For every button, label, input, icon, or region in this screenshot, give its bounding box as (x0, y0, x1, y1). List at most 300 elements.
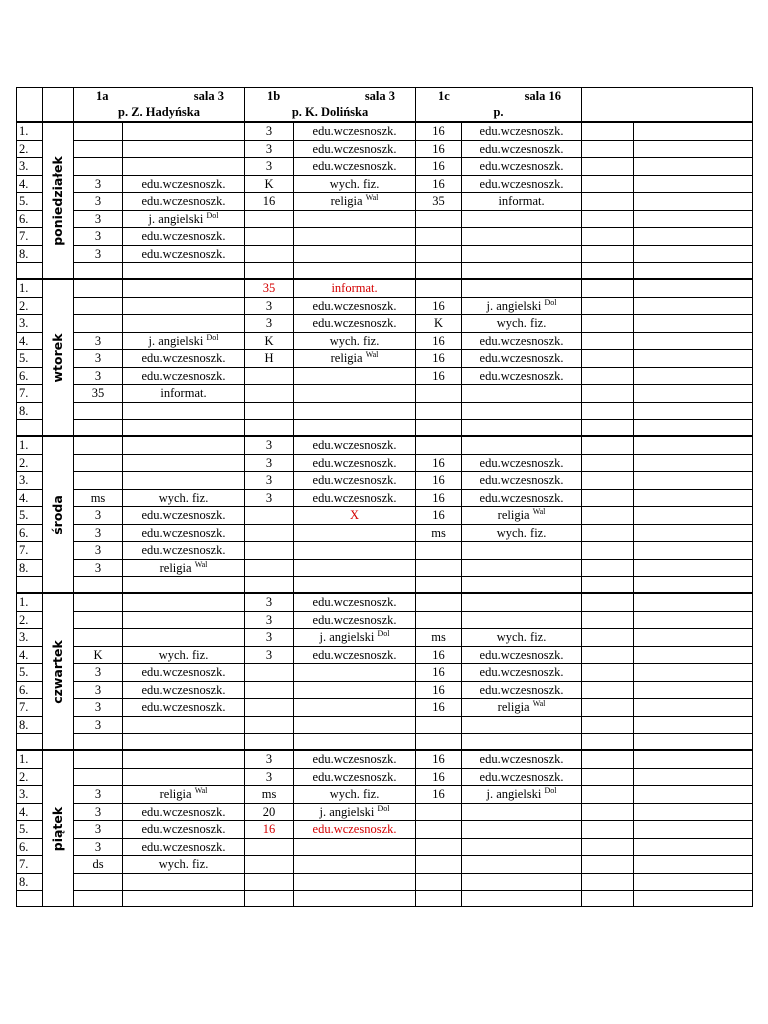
room-cell (245, 436, 294, 454)
subject-cell (462, 454, 582, 472)
room-number: 3 (265, 316, 273, 330)
room-cell (245, 454, 294, 472)
room-cell (245, 750, 294, 768)
room-number: 3 (265, 159, 273, 173)
empty-cell (634, 681, 753, 699)
lesson-number: 8. (17, 873, 43, 891)
lesson-row (17, 228, 753, 246)
subject-name: wych. fiz. (496, 316, 547, 330)
lesson-number: 8. (17, 716, 43, 734)
subject-name: edu.wczesnoszk. (141, 351, 226, 365)
room-cell (245, 821, 294, 839)
room-cell (74, 856, 123, 874)
class-name: 1c (438, 89, 450, 103)
room-cell (416, 193, 462, 211)
room-cell (245, 856, 294, 874)
room-cell (416, 611, 462, 629)
class-teacher: p. Z. Hadyńska (118, 105, 200, 119)
subject-name: edu.wczesnoszk. (479, 176, 564, 191)
room-cell (416, 629, 462, 647)
subject-cell (294, 593, 416, 611)
subject-cell (123, 768, 245, 786)
room-number: 3 (94, 194, 102, 208)
empty-cell (582, 263, 634, 280)
room-cell (416, 140, 462, 158)
empty-cell (245, 263, 294, 280)
empty-cell (634, 542, 753, 560)
room-cell (245, 768, 294, 786)
room-number: 3 (94, 525, 102, 540)
subject-name: religia (159, 560, 192, 575)
subject-cell (123, 803, 245, 821)
lesson-number: 3. (17, 315, 43, 333)
room-cell (416, 716, 462, 734)
teacher-tag: Wal (365, 193, 379, 202)
empty-cell (416, 891, 462, 907)
subject-name: j. angielski (319, 804, 375, 819)
subject-cell (123, 210, 245, 228)
subject-name: informat. (498, 194, 545, 208)
subject-name: edu.wczesnoszk. (479, 665, 564, 679)
room-number: 16 (432, 700, 445, 714)
room-cell (416, 750, 462, 768)
room-cell (416, 489, 462, 507)
subject-cell (123, 524, 245, 542)
lesson-row (17, 716, 753, 734)
room-cell (416, 367, 462, 385)
day-label-cell (43, 279, 74, 436)
empty-cell (582, 332, 634, 350)
room-cell (416, 279, 462, 297)
room-cell (416, 856, 462, 874)
lesson-number: 6. (17, 210, 43, 228)
subject-cell (462, 611, 582, 629)
lesson-number: 3. (17, 158, 43, 176)
empty-cell (634, 629, 753, 647)
room-cell (416, 507, 462, 525)
room-number: 16 (262, 194, 276, 208)
room-number: ms (431, 525, 446, 540)
empty-cell (582, 593, 634, 611)
lesson-number: 2. (17, 297, 43, 315)
lesson-number: 7. (17, 699, 43, 717)
day-name: czwartek (50, 639, 65, 704)
subject-cell (462, 593, 582, 611)
room-cell (416, 786, 462, 804)
subject-cell (462, 750, 582, 768)
empty-cell (582, 367, 634, 385)
room-cell (74, 228, 123, 246)
room-number: 3 (94, 804, 102, 819)
room-cell (74, 332, 123, 350)
empty-cell (74, 577, 123, 594)
room-cell (416, 524, 462, 542)
subject-cell (123, 489, 245, 507)
subject-cell (123, 315, 245, 333)
empty-cell (582, 768, 634, 786)
room-cell (74, 768, 123, 786)
room-number: 16 (432, 665, 445, 679)
subject-name: edu.wczesnoszk. (312, 159, 397, 173)
subject-cell (294, 699, 416, 717)
room-number: 16 (432, 473, 445, 487)
subject-cell (123, 856, 245, 874)
empty-cell (74, 734, 123, 751)
empty-cell (634, 856, 753, 874)
subject-name: edu.wczesnoszk. (141, 229, 226, 243)
subject-cell (294, 367, 416, 385)
room-number: 3 (94, 543, 102, 557)
subject-cell (462, 681, 582, 699)
empty-cell (17, 891, 43, 907)
empty-cell (634, 750, 753, 768)
class-room: sala 3 (364, 89, 396, 103)
subject-cell (294, 140, 416, 158)
room-cell (74, 821, 123, 839)
subject-name: religia (330, 194, 363, 208)
room-number: 3 (94, 787, 102, 801)
subject-cell (462, 856, 582, 874)
header-blank (43, 88, 74, 123)
room-number: 3 (94, 717, 102, 732)
subject-cell (462, 315, 582, 333)
subject-name: edu.wczesnoszk. (312, 612, 397, 627)
empty-cell (582, 436, 634, 454)
lesson-row (17, 750, 753, 768)
subject-name: edu.wczesnoszk. (141, 176, 226, 191)
room-cell (74, 559, 123, 577)
subject-name: edu.wczesnoszk. (141, 246, 226, 261)
lesson-number: 7. (17, 385, 43, 403)
empty-cell (634, 768, 753, 786)
room-cell (245, 210, 294, 228)
lesson-row (17, 593, 753, 611)
empty-cell (634, 611, 753, 629)
subject-cell (294, 315, 416, 333)
empty-cell (582, 420, 634, 437)
subject-cell (123, 629, 245, 647)
empty-cell (582, 803, 634, 821)
lesson-number: 3. (17, 786, 43, 804)
room-cell (245, 646, 294, 664)
room-number: 3 (94, 246, 102, 261)
empty-cell (294, 263, 416, 280)
teacher-tag: Wal (532, 507, 546, 516)
subject-cell (123, 699, 245, 717)
empty-cell (634, 646, 753, 664)
room-number: 3 (94, 229, 102, 243)
header-blank (17, 88, 43, 123)
room-number: 3 (265, 595, 273, 609)
timetable-body (17, 88, 753, 907)
empty-cell (294, 577, 416, 594)
subject-cell (294, 122, 416, 140)
subject-name: informat. (331, 281, 378, 295)
subject-cell (462, 210, 582, 228)
room-number: 3 (94, 333, 102, 348)
room-number: 3 (94, 351, 102, 365)
room-cell (416, 681, 462, 699)
room-number: 3 (94, 508, 102, 522)
lesson-row (17, 279, 753, 297)
empty-cell (582, 175, 634, 193)
empty-cell (17, 263, 43, 280)
room-cell (416, 699, 462, 717)
empty-cell (582, 873, 634, 891)
lesson-row (17, 664, 753, 682)
subject-cell (294, 175, 416, 193)
subject-cell (123, 873, 245, 891)
empty-cell (582, 402, 634, 420)
spacer-row (17, 577, 753, 594)
subject-name: edu.wczesnoszk. (479, 682, 564, 697)
subject-name: X (350, 508, 360, 522)
empty-cell (74, 263, 123, 280)
room-cell (245, 611, 294, 629)
subject-cell (123, 297, 245, 315)
room-cell (74, 838, 123, 856)
room-cell (245, 524, 294, 542)
empty-cell (634, 436, 753, 454)
subject-cell (462, 472, 582, 490)
room-cell (245, 402, 294, 420)
lesson-row (17, 873, 753, 891)
room-cell (74, 681, 123, 699)
subject-cell (462, 279, 582, 297)
empty-cell (416, 420, 462, 437)
empty-cell (416, 577, 462, 594)
subject-cell (123, 472, 245, 490)
lesson-row (17, 838, 753, 856)
subject-name: wych. fiz. (329, 176, 380, 191)
subject-name: edu.wczesnoszk. (479, 351, 564, 365)
room-number: 16 (432, 682, 445, 697)
teacher-tag: Dol (206, 332, 219, 342)
lesson-row (17, 559, 753, 577)
empty-cell (582, 489, 634, 507)
day-label-cell (43, 750, 74, 907)
room-number: 16 (432, 333, 445, 348)
room-number: 16 (432, 455, 445, 470)
room-cell (245, 803, 294, 821)
room-cell (74, 750, 123, 768)
room-cell (245, 385, 294, 403)
subject-cell (294, 332, 416, 350)
room-cell (74, 611, 123, 629)
room-number: 3 (265, 124, 273, 138)
empty-cell (634, 524, 753, 542)
subject-cell (123, 122, 245, 140)
teacher-tag: Wal (194, 559, 208, 569)
room-cell (245, 350, 294, 368)
empty-cell (634, 350, 753, 368)
empty-cell (634, 297, 753, 315)
subject-name: religia (159, 787, 192, 801)
room-cell (416, 821, 462, 839)
subject-name: edu.wczesnoszk. (312, 473, 397, 487)
empty-cell (462, 891, 582, 907)
empty-cell (582, 454, 634, 472)
subject-cell (462, 436, 582, 454)
subject-name: edu.wczesnoszk. (479, 752, 564, 766)
room-number: 3 (94, 176, 102, 191)
room-cell (74, 472, 123, 490)
subject-name: wych. fiz. (329, 787, 380, 801)
subject-cell (123, 228, 245, 246)
subject-name: edu.wczesnoszk. (141, 368, 226, 383)
subject-name: informat. (160, 386, 207, 400)
room-cell (245, 681, 294, 699)
subject-name: edu.wczesnoszk. (141, 508, 226, 522)
lesson-row (17, 507, 753, 525)
lesson-number: 3. (17, 472, 43, 490)
subject-name: edu.wczesnoszk. (312, 769, 397, 784)
day-label-cell (43, 593, 74, 750)
subject-name: edu.wczesnoszk. (479, 769, 564, 784)
subject-name: wych. fiz. (496, 630, 547, 644)
room-cell (74, 507, 123, 525)
room-cell (245, 158, 294, 176)
teacher-tag: Dol (544, 297, 557, 307)
room-cell (74, 210, 123, 228)
teacher-tag: Wal (194, 786, 208, 795)
room-cell (245, 489, 294, 507)
empty-cell (582, 350, 634, 368)
empty-cell (582, 559, 634, 577)
lesson-row (17, 245, 753, 263)
subject-cell (462, 542, 582, 560)
subject-cell (462, 716, 582, 734)
teacher-tag: Dol (377, 803, 390, 813)
empty-cell (416, 734, 462, 751)
subject-cell (462, 175, 582, 193)
empty-cell (634, 140, 753, 158)
room-number: H (264, 351, 274, 365)
room-cell (416, 542, 462, 560)
empty-cell (582, 210, 634, 228)
lesson-number: 5. (17, 664, 43, 682)
empty-cell (582, 734, 634, 751)
subject-name: edu.wczesnoszk. (479, 159, 564, 173)
subject-cell (294, 245, 416, 263)
room-number: K (434, 316, 444, 330)
lesson-row (17, 611, 753, 629)
subject-cell (294, 489, 416, 507)
empty-cell (245, 734, 294, 751)
room-number: K (264, 333, 274, 348)
empty-cell (123, 734, 245, 751)
room-cell (245, 472, 294, 490)
subject-name: edu.wczesnoszk. (141, 839, 226, 854)
empty-cell (634, 210, 753, 228)
room-cell (74, 454, 123, 472)
subject-name: edu.wczesnoszk. (312, 490, 397, 505)
room-cell (245, 245, 294, 263)
subject-cell (294, 210, 416, 228)
empty-cell (634, 385, 753, 403)
subject-cell (462, 228, 582, 246)
room-number: 16 (432, 298, 445, 313)
subject-cell (462, 122, 582, 140)
spacer-row (17, 420, 753, 437)
lesson-row (17, 210, 753, 228)
teacher-tag: Wal (532, 699, 546, 708)
subject-name: edu.wczesnoszk. (312, 752, 397, 766)
day-label-cell (43, 436, 74, 593)
empty-cell (582, 681, 634, 699)
subject-name: edu.wczesnoszk. (312, 455, 397, 470)
empty-cell (123, 420, 245, 437)
room-number: 16 (432, 752, 445, 766)
room-number: 3 (265, 769, 273, 784)
room-cell (416, 385, 462, 403)
subject-name: j. angielski (486, 298, 542, 313)
empty-cell (582, 611, 634, 629)
room-number: 3 (94, 822, 102, 836)
teacher-tag: Dol (206, 210, 219, 220)
subject-name: religia (330, 351, 363, 365)
empty-cell (582, 524, 634, 542)
lesson-row (17, 175, 753, 193)
empty-cell (74, 420, 123, 437)
room-number: 35 (432, 194, 445, 208)
subject-name: wych. fiz. (158, 857, 209, 871)
lesson-row (17, 542, 753, 560)
subject-cell (123, 385, 245, 403)
subject-cell (123, 454, 245, 472)
subject-cell (294, 279, 416, 297)
day-name: wtorek (50, 332, 65, 383)
empty-cell (462, 420, 582, 437)
spacer-row (17, 891, 753, 907)
lesson-row (17, 402, 753, 420)
empty-cell (634, 228, 753, 246)
room-cell (245, 315, 294, 333)
subject-cell (294, 786, 416, 804)
empty-cell (634, 245, 753, 263)
room-cell (245, 332, 294, 350)
empty-cell (582, 140, 634, 158)
empty-cell (634, 332, 753, 350)
room-number: 3 (94, 211, 102, 226)
subject-cell (462, 821, 582, 839)
subject-name: edu.wczesnoszk. (141, 665, 226, 679)
room-cell (245, 279, 294, 297)
room-cell (74, 664, 123, 682)
empty-cell (17, 734, 43, 751)
lesson-number: 2. (17, 611, 43, 629)
room-cell (74, 297, 123, 315)
subject-cell (462, 297, 582, 315)
room-number: 35 (262, 281, 276, 295)
empty-cell (245, 420, 294, 437)
room-cell (416, 646, 462, 664)
room-cell (74, 402, 123, 420)
subject-name: edu.wczesnoszk. (141, 194, 226, 208)
subject-name: wych. fiz. (496, 525, 547, 540)
room-cell (74, 542, 123, 560)
subject-cell (294, 664, 416, 682)
subject-cell (123, 367, 245, 385)
subject-cell (294, 193, 416, 211)
class-1a-header (74, 88, 245, 123)
empty-cell (582, 716, 634, 734)
empty-cell (582, 838, 634, 856)
subject-cell (294, 681, 416, 699)
lesson-number: 4. (17, 175, 43, 193)
subject-cell (123, 838, 245, 856)
room-cell (245, 664, 294, 682)
